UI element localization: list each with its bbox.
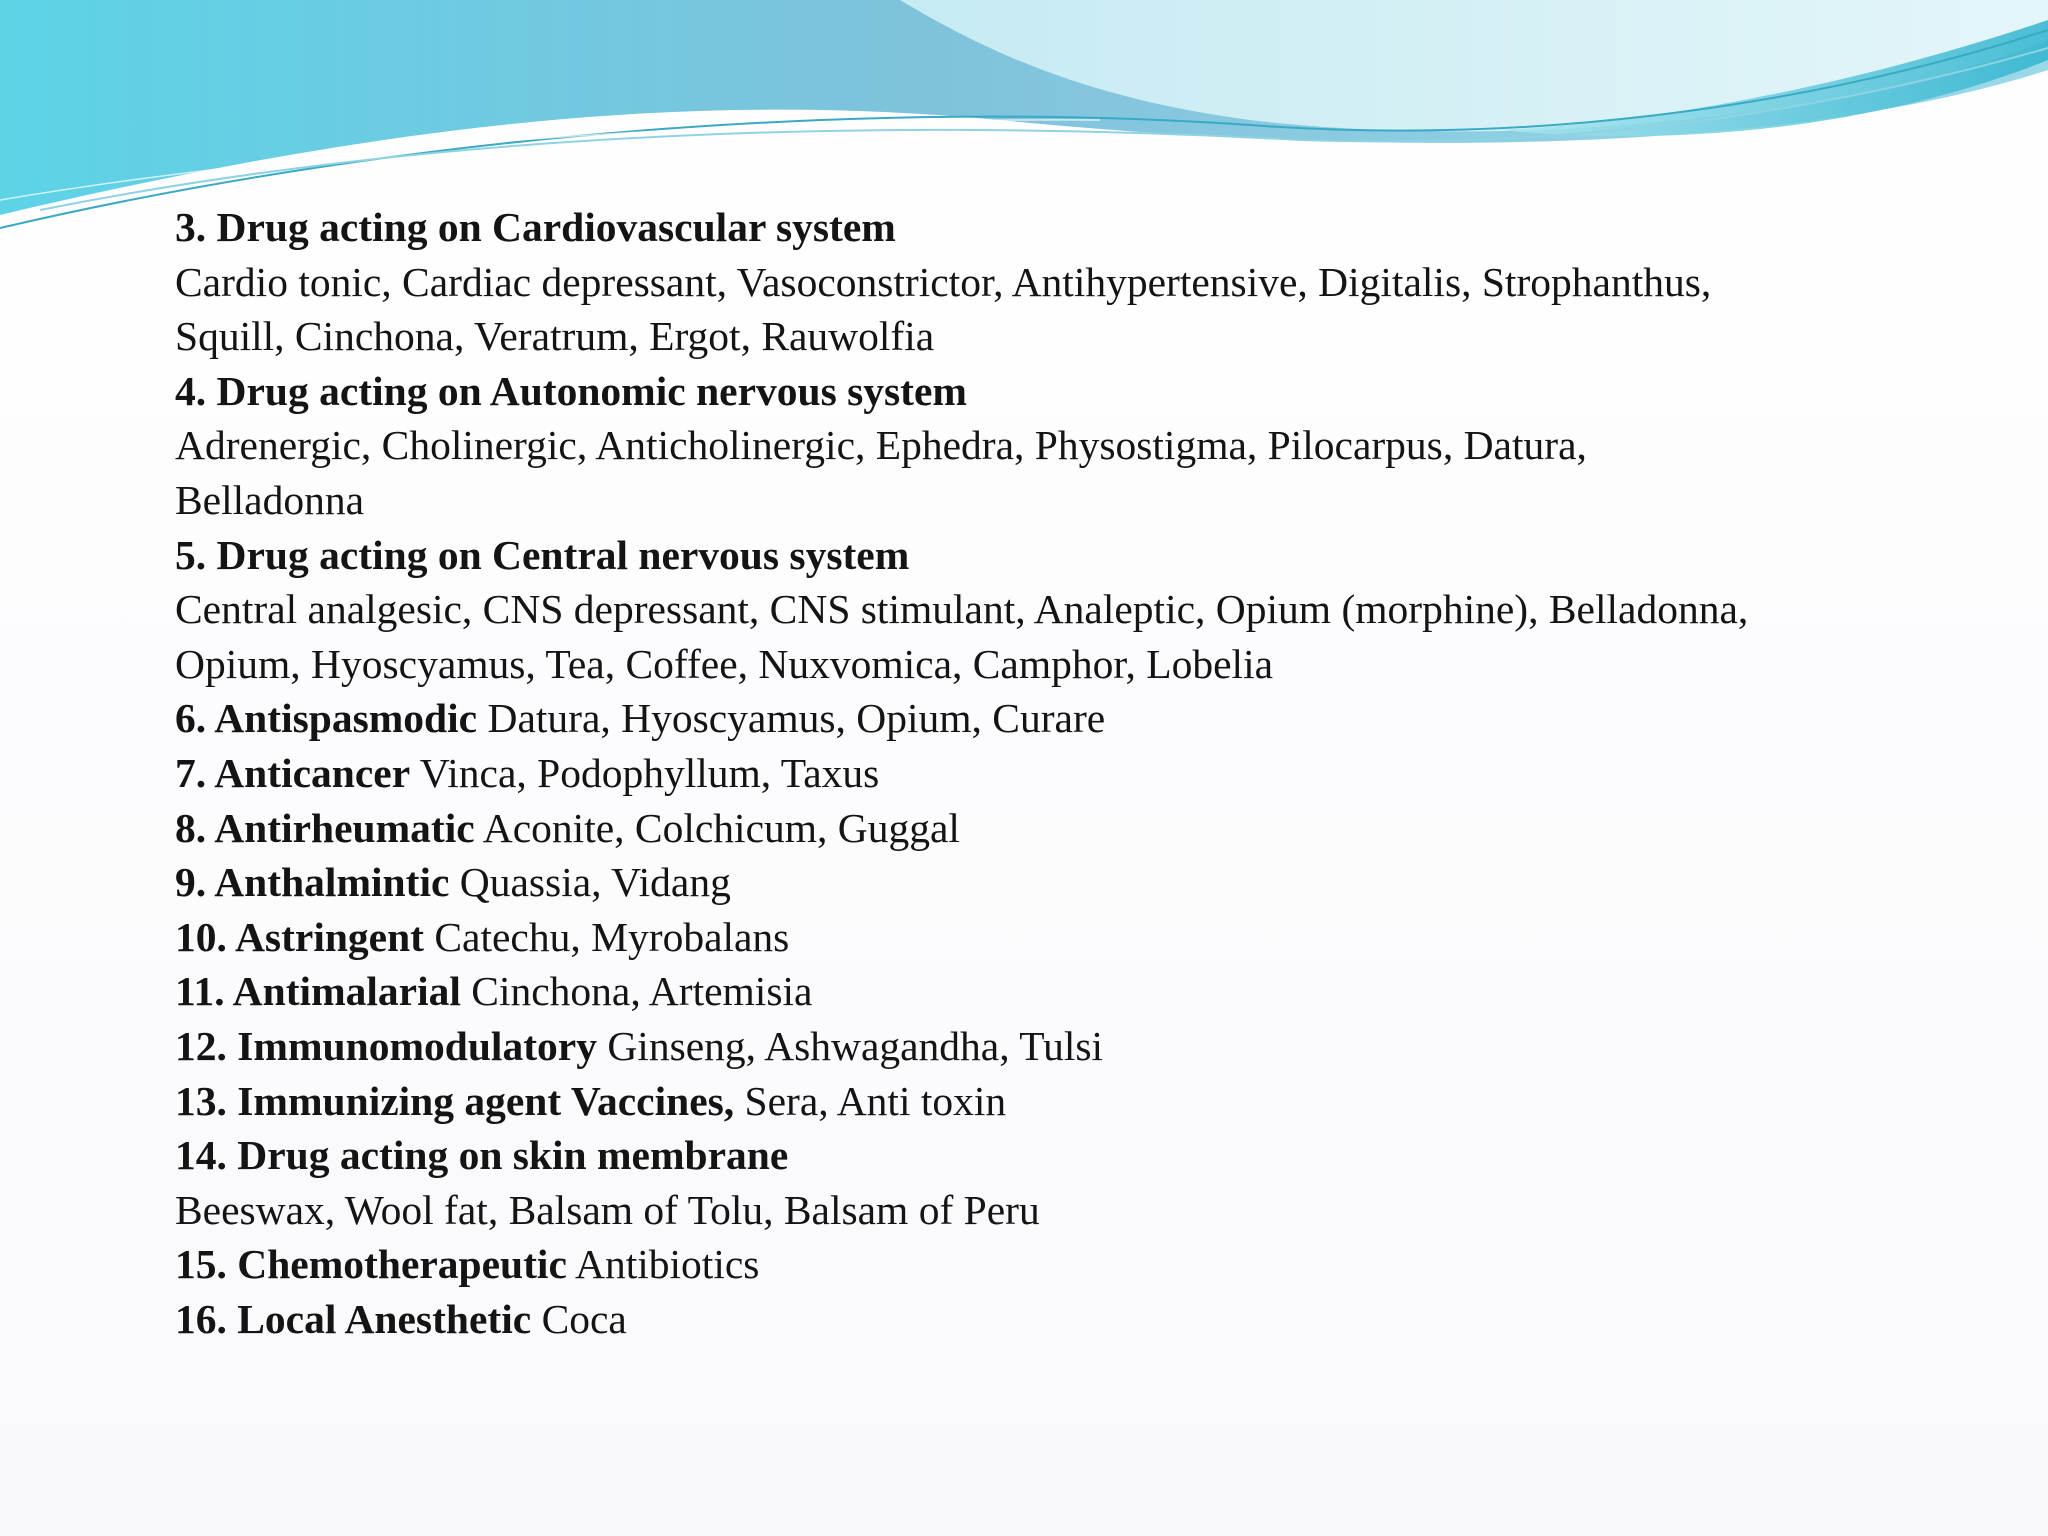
item-label: 8. Antirheumatic [175,804,475,851]
slide-content [175,200,1995,1346]
item-label: 11. Antimalarial [175,968,461,1015]
list-item [175,1074,1995,1129]
section-text-line: Adrenergic, Cholinergic, Anticholinergic, Ephedra, Physostigma, Pilocarpus, Datura, [175,422,1587,469]
section-text-line: Cardio tonic, Cardiac depressant, Vasoconstrictor, Antihypertensive, Digitalis, Strophanthus, [175,258,1712,305]
section-text-line: Beeswax, Wool fat, Balsam of Tolu, Balsam of Peru [175,1186,1040,1233]
list-item [175,910,1995,965]
item-label: 6. Antispasmodic [175,695,478,742]
item-label: 13. Immunizing agent Vaccines, [175,1077,735,1124]
item-label: 9. Anthalmintic [175,859,450,906]
item-text: Coca [541,1295,627,1342]
section-text-line: Central analgesic, CNS depressant, CNS stimulant, Analeptic, Opium (morphine), Belladonna, [175,586,1749,633]
list-item [175,801,1995,856]
section-text-line: Belladonna [175,476,364,523]
list-item [175,855,1995,910]
item-text: Datura, Hyoscyamus, Opium, Curare [487,695,1106,742]
section-heading: 14. Drug acting on skin membrane [175,1132,789,1179]
item-text: Sera, Anti toxin [744,1077,1007,1124]
item-text: Aconite, Colchicum, Guggal [482,804,960,851]
item-text: Vinca, Podophyllum, Taxus [419,749,880,796]
list-item [175,1237,1995,1292]
item-text: Ginseng, Ashwagandha, Tulsi [607,1022,1104,1069]
list-item [175,746,1995,801]
item-label: 16. Local Anesthetic [175,1295,532,1342]
list-item [175,1019,1995,1074]
list-item [175,1292,1995,1347]
section-heading: 4. Drug acting on Autonomic nervous system [175,367,967,414]
item-label: 15. Chemotherapeutic [175,1241,567,1288]
list-item [175,964,1995,1019]
item-text: Cinchona, Artemisia [471,968,813,1015]
item-label: 7. Anticancer [175,749,411,796]
item-label: 12. Immunomodulatory [175,1022,597,1069]
item-text: Antibiotics [574,1241,760,1288]
list-item [175,691,1995,746]
section-text-line: Squill, Cinchona, Veratrum, Ergot, Rauwolfia [175,313,935,360]
item-label: 10. Astringent [175,913,424,960]
item-text: Quassia, Vidang [459,859,731,906]
item-text: Catechu, Myrobalans [434,913,790,960]
section-heading: 5. Drug acting on Central nervous system [175,531,910,578]
section-text-line: Opium, Hyoscyamus, Tea, Coffee, Nuxvomica, Camphor, Lobelia [175,640,1274,687]
section-heading: 3. Drug acting on Cardiovascular system [175,204,896,250]
